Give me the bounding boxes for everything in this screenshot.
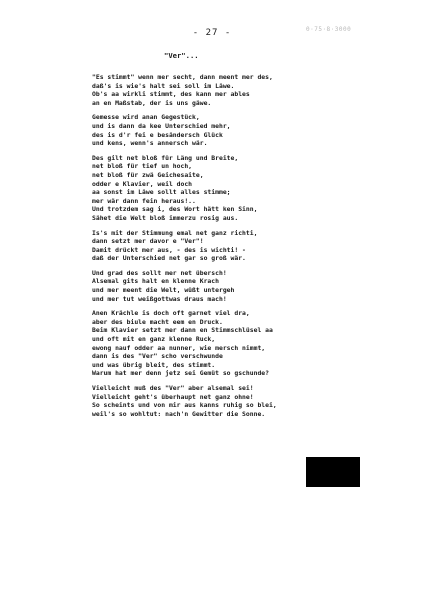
poem-line: Ob's aa wirkli stimmt, des kann mer ables: [92, 90, 250, 99]
poem-line: und mer tut weißgottwas draus mach!: [92, 294, 227, 303]
poem-stanza: [92, 229, 392, 263]
poem-line: net bloß für zwä Geichesaite,: [92, 170, 204, 179]
poem-title: "Ver"...: [164, 51, 199, 60]
poem-line: und is dann da kee Unterschied mehr,: [92, 121, 231, 130]
poem-line: So scheints und von mir aus kanns ruhig so blei,: [92, 401, 277, 410]
poem-line: und was übrig bleit, des stimmt.: [92, 360, 216, 369]
poem-line: weil's so wohltut: nach'n Gewitter die Sonne.: [92, 409, 266, 418]
poem-line: Is's mit der Stimmung emal net ganz richti,: [92, 228, 258, 237]
poem-body: [92, 73, 392, 424]
poem-line: Warum hat mer denn jetz sei Gemüt so gschunde?: [92, 369, 269, 378]
poem-line: mer wär dann fein heraus!..: [92, 196, 196, 205]
poem-line: "Es stimmt" wenn mer secht, dann meent mer des,: [92, 73, 273, 81]
poem-line: daß's is wie's halt sei soll im Läwe.: [92, 81, 235, 90]
poem-line: Und trotzdem sag i, des Wort hätt ken Sinn,: [92, 205, 258, 214]
poem-line: dann is des "Ver" scho verschwunde: [92, 352, 223, 361]
poem-line: net bloß für tief un hoch,: [92, 162, 193, 171]
poem-line: Damit drückt mer aus, - des is wichti! -: [92, 245, 246, 254]
poem-line: Vielleicht muß des "Ver" aber alsemal sei!: [92, 384, 254, 392]
poem-line: daß der Unterschied net gar so groß wär.: [92, 254, 246, 263]
poem-line: Beim Klavier setzt mer dann en Stimmschlüsel aa: [92, 326, 273, 335]
poem-line: ewong nauf odder aa nunner, wie mersch nimmt,: [92, 343, 266, 352]
poem-line: Sähet die Welt bloß immerzu rosig aus.: [92, 213, 239, 222]
poem-line: odder e Klavier, weil doch: [92, 179, 193, 188]
poem-stanza: [92, 269, 392, 303]
poem-line: und oft mit en ganz klenne Ruck,: [92, 335, 216, 344]
poem-line: Alsemal gits halt en klenne Krach: [92, 277, 219, 286]
poem-line: aber des biule macht eem en Druck.: [92, 317, 223, 326]
poem-line: Vielleicht geht's überhaupt net ganz ohne!: [92, 392, 254, 401]
poem-line: des is d'r fei e besändersch Glück: [92, 130, 223, 139]
redaction-block: [306, 457, 360, 487]
poem-stanza: [92, 73, 392, 107]
poem-line: aa sonst im Läwe sollt alles stimme;: [92, 188, 231, 197]
footer-bleedthrough-marks: [50, 588, 53, 594]
poem-stanza: [92, 154, 392, 223]
poem-line: Anen Krächle is doch oft garnet viel dra,: [92, 309, 250, 318]
poem-line: Gemesse wird anan Gegestück,: [92, 113, 200, 122]
poem-line: Und grad des sollt mer net übersch!: [92, 268, 227, 277]
poem-stanza: [92, 384, 392, 418]
poem-stanza: [92, 309, 392, 378]
poem-stanza: [92, 113, 392, 147]
poem-line: und kens, wenn's annersch wär.: [92, 139, 208, 148]
page-number: - 27 -: [192, 28, 232, 38]
poem-line: Des gilt net bloß für Läng und Breite,: [92, 153, 239, 162]
poem-line: und mer meent die Welt, wüßt untergeh: [92, 286, 235, 295]
corner-stamp: 0·75·8·3000: [306, 26, 352, 33]
poem-line: an en Maßstab, der is uns gäwe.: [92, 98, 212, 107]
poem-line: dann setzt mer davor e "Ver"!: [92, 237, 204, 246]
